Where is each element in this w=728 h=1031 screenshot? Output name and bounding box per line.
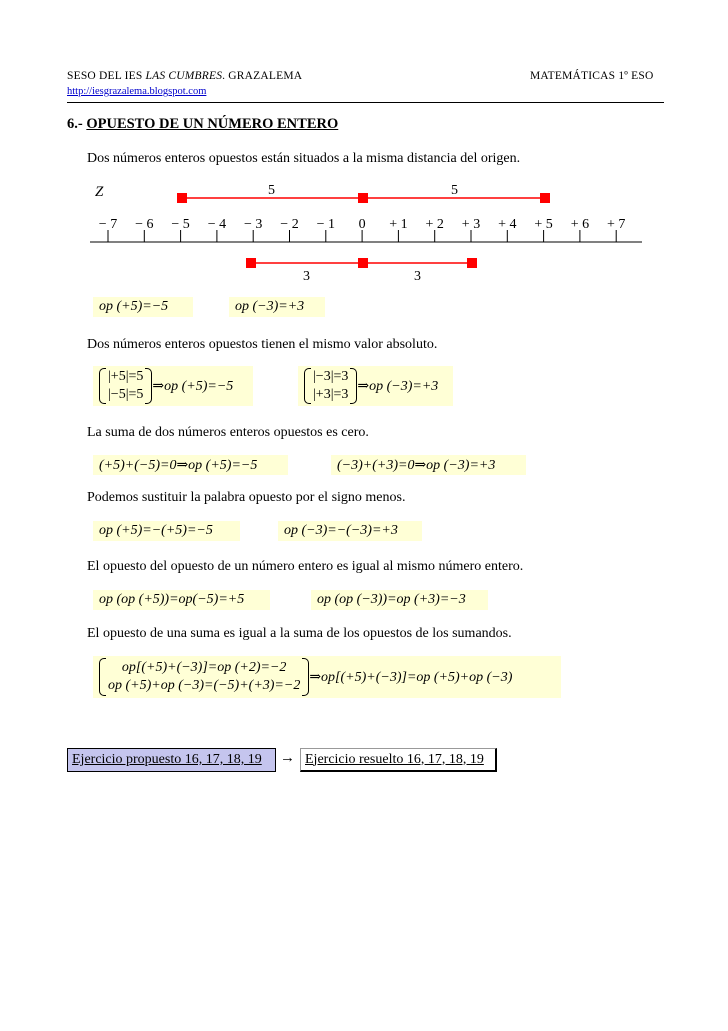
header-school-italic: LAS CUMBRES: [145, 70, 223, 82]
lower-marker-zero: [358, 258, 368, 268]
lower-marker-minus3: [246, 258, 256, 268]
formula-sum-three-text: (−3)+(+3)=0⇒op (−3)=+3: [337, 457, 496, 473]
paragraph-sum-zero: La suma de dos números enteros opuestos es cero.: [87, 425, 369, 440]
formula-op-plus5-text: op (+5)=−5: [99, 299, 169, 314]
tick-label: + 6: [570, 217, 590, 232]
formula-double-op-five: [93, 590, 270, 610]
header-school-suffix: . GRAZALEMA: [222, 70, 303, 82]
abs-three-result: ⇒op (−3)=+3: [357, 378, 439, 394]
header-subject: MATEMÁTICAS 1º ESO: [530, 70, 654, 82]
brace-left: [304, 368, 311, 404]
lower-distance-right: 3: [414, 269, 421, 284]
tick-label: + 2: [425, 217, 444, 232]
formula-double-op-three-text: op (op (−3))=op (+3)=−3: [317, 592, 466, 607]
formula-minus-three-text: op (−3)=−(−3)=+3: [284, 523, 398, 538]
tick-label: − 7: [98, 217, 118, 232]
tick-label: − 6: [135, 217, 154, 232]
upper-marker-plus5: [540, 193, 550, 203]
paragraph-distance: Dos números enteros opuestos están situados a la misma distancia del origen.: [87, 151, 521, 166]
formula-sum-five: [93, 455, 288, 475]
section-title-text: OPUESTO DE UN NÚMERO ENTERO: [86, 116, 339, 132]
upper-distance-left: 5: [268, 183, 275, 198]
formula-minus-three: [278, 521, 422, 541]
formula-abs-five: [93, 366, 253, 406]
tick-label: + 5: [534, 217, 553, 232]
axis-ticks: [99, 217, 626, 242]
formula-op-minus3-text: op (−3)=+3: [235, 299, 305, 314]
opposite-sum-line1: op[(+5)+(−3)]=op (+2)=−2: [121, 660, 287, 675]
tick-label: + 4: [498, 217, 517, 232]
formula-abs-three: [298, 366, 453, 406]
exercise-proposed-link[interactable]: Ejercicio propuesto 16, 17, 18, 19: [67, 748, 276, 772]
abs-five-result: ⇒op (+5)=−5: [152, 378, 234, 394]
brace-right: [302, 658, 309, 696]
tick-label: − 3: [243, 217, 263, 232]
tick-label: − 5: [171, 217, 190, 232]
upper-marker-minus5: [177, 193, 187, 203]
formula-minus-five: [93, 521, 240, 541]
tick-label: − 4: [207, 217, 227, 232]
brace-right: [350, 368, 357, 404]
paragraph-opposite-sum: El opuesto de una suma es igual a la suma de los opuestos de los sumandos.: [87, 626, 512, 641]
brace-left: [99, 368, 106, 404]
lower-distance-left: 3: [303, 269, 310, 284]
formula-sum-five-text: (+5)+(−5)=0⇒op (+5)=−5: [99, 457, 258, 473]
tick-label: + 1: [389, 217, 408, 232]
brace-left: [99, 658, 106, 696]
tick-label: + 3: [461, 217, 481, 232]
formula-double-op-three: [311, 590, 488, 610]
paragraph-double-opposite: El opuesto del opuesto de un número entero es igual al mismo número entero.: [87, 559, 524, 574]
set-z-label: Z: [95, 184, 104, 200]
opposite-sum-line2: op (+5)+op (−3)=(−5)+(+3)=−2: [108, 678, 301, 693]
formula-minus-five-text: op (+5)=−(+5)=−5: [99, 523, 213, 538]
lower-marker-plus3: [467, 258, 477, 268]
tick-label: 0: [358, 217, 366, 232]
header-school-prefix: SESO DEL IES: [67, 70, 146, 82]
number-line: [0, 0, 728, 290]
formula-opposite-sum: [93, 656, 561, 698]
paragraph-minus-sign: Podemos sustituir la palabra opuesto por el signo menos.: [87, 490, 406, 505]
section-number: 6.-: [67, 116, 87, 132]
formula-sum-three: [331, 455, 526, 475]
upper-distance-right: 5: [451, 183, 458, 198]
abs-minus3-line: |−3|=3: [313, 369, 349, 384]
abs-plus3-line: |+3|=3: [313, 387, 349, 402]
exercise-solved-link[interactable]: Ejercicio resuelto 16, 17, 18, 19: [300, 748, 497, 772]
arrow-right-icon: →: [280, 750, 295, 766]
upper-marker-zero: [358, 193, 368, 203]
header-url-link[interactable]: http://iesgrazalema.blogspot.com: [67, 86, 207, 97]
formula-op-plus5: [93, 297, 193, 317]
tick-label: − 1: [316, 217, 336, 232]
paragraph-absolute-value: Dos números enteros opuestos tienen el mismo valor absoluto.: [87, 337, 438, 352]
tick-label: + 7: [606, 217, 626, 232]
opposite-sum-result: ⇒op[(+5)+(−3)]=op (+5)+op (−3): [309, 669, 513, 685]
brace-right: [145, 368, 152, 404]
tick-label: − 2: [280, 217, 299, 232]
formula-double-op-five-text: op (op (+5))=op(−5)=+5: [99, 592, 245, 607]
abs-plus5-line: |+5|=5: [108, 369, 144, 384]
formula-op-minus3: [229, 297, 325, 317]
abs-minus5-line: |−5|=5: [108, 387, 144, 402]
